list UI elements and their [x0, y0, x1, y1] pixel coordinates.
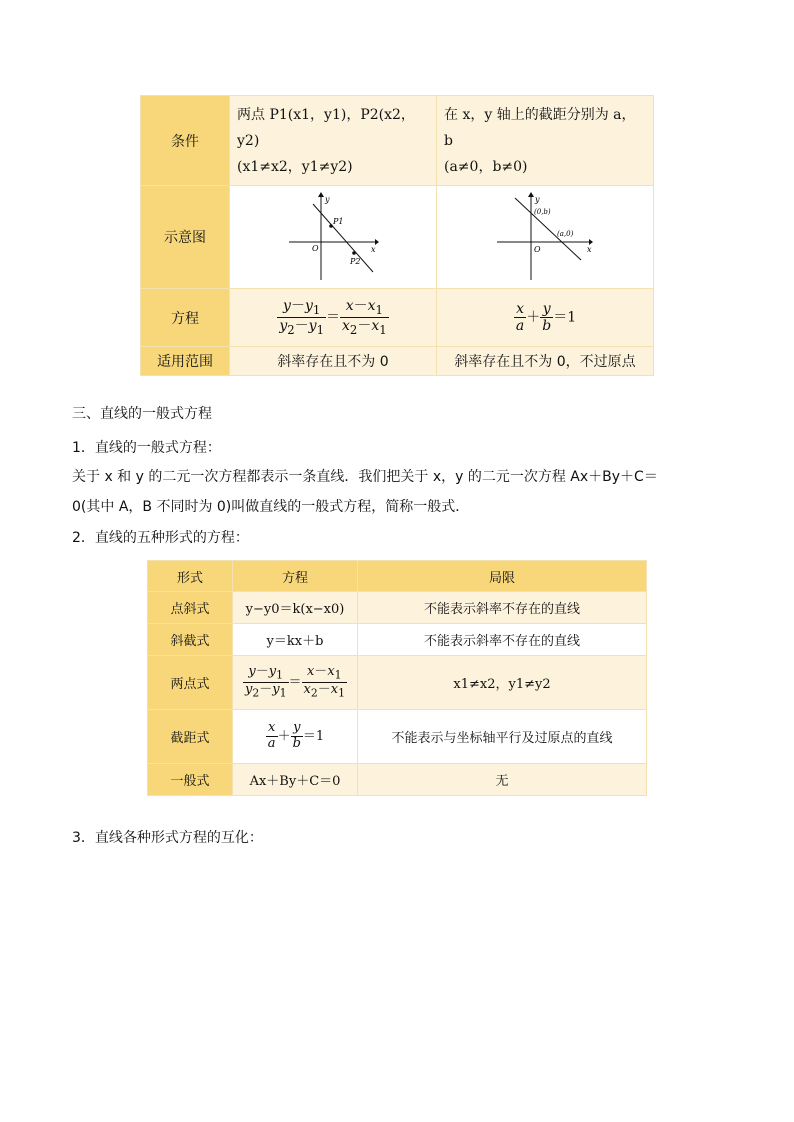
item1-title: 1．直线的一般式方程： [72, 440, 221, 456]
table-row [148, 624, 647, 656]
item3-title: 3．直线各种形式方程的互化： [72, 830, 263, 846]
intercept-scope: 斜率存在且不为 0，不过原点 [437, 347, 654, 376]
y-intercept-label: (0,b) [534, 208, 551, 216]
row-label-scope: 适用范围 [141, 347, 230, 376]
two-point-diagram-cell [230, 186, 437, 289]
row-label-equation: 方程 [141, 289, 230, 347]
form-limit: 无 [358, 764, 647, 796]
intercept-condition [437, 96, 654, 186]
header-form: 形式 [148, 561, 233, 592]
two-point-condition-line1: 两点 P1(x1，y1)，P2(x2，y2) [237, 106, 415, 149]
form-limit: 不能表示与坐标轴平行及过原点的直线 [358, 710, 647, 764]
y-axis-arrow [528, 192, 534, 197]
origin-label: O [534, 245, 541, 254]
form-name: 两点式 [148, 656, 233, 710]
table-row [148, 710, 647, 764]
y-axis-arrow [318, 192, 324, 197]
form-name: 点斜式 [148, 592, 233, 624]
form-equation: $\frac{x}{a}$ ＋ $\frac{y}{b}$ ＝1 [233, 710, 358, 764]
intercept-condition-line2: b [444, 132, 453, 149]
line-forms-table [140, 95, 654, 376]
form-name: 斜截式 [148, 624, 233, 656]
two-point-scope: 斜率存在且不为 0 [230, 347, 437, 376]
origin-label: O [312, 244, 319, 253]
intercept-diagram [495, 192, 595, 282]
two-point-condition-line2: (x1≠x2，y1≠y2) [237, 158, 353, 175]
form-equation: y＝kx＋b [233, 624, 358, 656]
p1-label: P1 [333, 217, 344, 226]
intercept-equation: $\frac{x}{a}$ ＋ $\frac{y}{b}$ ＝1 [437, 289, 654, 347]
row-label-diagram: 示意图 [141, 186, 230, 289]
x-axis-arrow [375, 239, 379, 245]
intercept-diagram-cell [437, 186, 654, 289]
section-heading: 三、直线的一般式方程 [72, 406, 212, 422]
row-label-condition: 条件 [141, 96, 230, 186]
x-intercept-label: (a,0) [557, 230, 574, 238]
point-p2 [352, 251, 356, 255]
x-axis-label: x [587, 245, 592, 254]
form-equation: $\frac{y-y_1}{y_2-y_1}$ ＝ $\frac{x-x_1}{x_2-x_1}$ [233, 656, 358, 710]
item2-title: 2．直线的五种形式的方程： [72, 530, 249, 546]
two-point-diagram [287, 192, 379, 282]
table-row [148, 656, 647, 710]
two-point-condition [230, 96, 437, 186]
item1-text-line1: 关于 x 和 y 的二元一次方程都表示一条直线．我们把关于 x，y 的二元一次方程 Ax＋By＋C＝ [72, 469, 658, 485]
table-row [148, 764, 647, 796]
table-row [148, 592, 647, 624]
item1-text-line2: 0(其中 A，B 不同时为 0)叫做直线的一般式方程，简称一般式． [72, 499, 470, 515]
form-equation: y−y0＝k(x−x0) [233, 592, 358, 624]
two-point-equation: $\frac{y-y_1}{y_2-y_1}$ ＝ $\frac{x-x_1}{x_2-x_1}$ [230, 289, 437, 347]
form-limit: 不能表示斜率不存在的直线 [358, 624, 647, 656]
form-name: 截距式 [148, 710, 233, 764]
form-equation: Ax＋By＋C＝0 [233, 764, 358, 796]
intercept-condition-line1: 在 x，y 轴上的截距分别为 a， [444, 106, 636, 123]
header-limit: 局限 [358, 561, 647, 592]
form-limit: 不能表示斜率不存在的直线 [358, 592, 647, 624]
form-name: 一般式 [148, 764, 233, 796]
p2-label: P2 [350, 257, 361, 266]
five-forms-table [147, 560, 647, 796]
y-axis-label: y [325, 195, 330, 204]
line-through-points [313, 204, 373, 272]
x-axis-label: x [371, 245, 376, 254]
y-axis-label: y [535, 195, 540, 204]
intercept-condition-line3: (a≠0，b≠0) [444, 158, 528, 175]
form-limit: x1≠x2，y1≠y2 [358, 656, 647, 710]
header-equation: 方程 [233, 561, 358, 592]
